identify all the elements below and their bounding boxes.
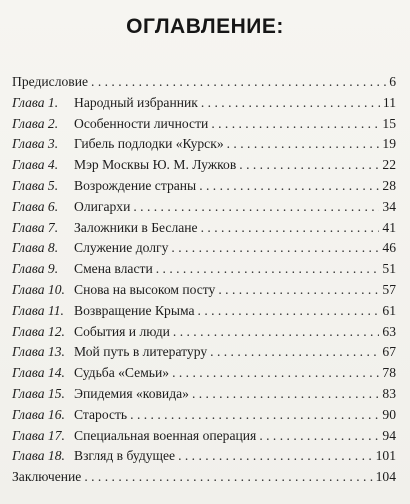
- dot-leader: [201, 218, 380, 239]
- dot-leader: [192, 384, 379, 405]
- page-number: 6: [389, 74, 396, 89]
- chapter-number: Глава 6.: [12, 198, 59, 214]
- toc-entry: [12, 301, 396, 322]
- page-number: 101: [375, 448, 396, 464]
- toc-entry: [12, 155, 396, 176]
- dot-leader: [172, 363, 379, 384]
- chapter-number: Глава 7.: [12, 219, 59, 235]
- dot-leader: [173, 322, 380, 343]
- toc-entry: [12, 259, 396, 280]
- chapter-number: Глава 3.: [12, 136, 59, 152]
- entry-title: Специальная военная операция: [74, 427, 257, 443]
- entry-title: Служение долгу: [74, 240, 169, 256]
- chapter-number: Глава 12.: [12, 323, 65, 339]
- chapter-number: Глава 13.: [12, 344, 65, 360]
- entry-title: Возрождение страны: [74, 177, 197, 193]
- chapter-number: Глава 15.: [12, 385, 65, 401]
- dot-leader: [201, 93, 380, 114]
- chapter-number: Глава 16.: [12, 406, 65, 422]
- toc-entry: [12, 176, 396, 197]
- page-number: 94: [382, 427, 396, 443]
- page-number: 19: [382, 136, 396, 152]
- page-number: 46: [382, 240, 396, 256]
- entry-title: Смена власти: [74, 261, 153, 277]
- entry-title: Предисловие: [12, 74, 89, 89]
- toc-entry: [12, 342, 396, 363]
- toc-entry: [12, 363, 396, 384]
- dot-leader: [133, 197, 379, 218]
- toc-entry: [12, 446, 396, 467]
- chapter-number: Глава 14.: [12, 365, 65, 381]
- entry-title: Гибель подлодки «Курск»: [74, 136, 224, 152]
- entry-title: Возвращение Крыма: [74, 302, 195, 318]
- page-number: 78: [382, 365, 396, 381]
- entry-title: Мой путь в литературу: [74, 344, 208, 360]
- dot-leader: [171, 238, 379, 259]
- entry-title: Снова на высоком посту: [74, 281, 216, 297]
- entry-title: Мэр Москвы Ю. М. Лужков: [74, 157, 237, 173]
- dot-leader: [211, 114, 379, 135]
- dot-leader: [259, 426, 379, 447]
- dot-leader: [178, 446, 373, 467]
- page-title: ОГЛАВЛЕНИЕ:: [126, 15, 284, 38]
- entry-title: Особенности личности: [74, 115, 209, 131]
- page-number: 104: [375, 469, 396, 485]
- toc-entry: [12, 322, 396, 343]
- chapter-number: Глава 17.: [12, 427, 65, 443]
- chapter-number: Глава 10.: [12, 281, 65, 297]
- chapter-number: Глава 4.: [12, 157, 59, 173]
- dot-leader: [130, 405, 379, 426]
- toc-entry: [12, 384, 396, 405]
- page-number: 11: [382, 94, 396, 110]
- page-number: 61: [382, 302, 396, 318]
- dot-leader: [227, 134, 380, 155]
- entry-title: Взгляд в будущее: [74, 448, 176, 464]
- page-number: 22: [382, 157, 396, 173]
- chapter-number: Глава 5.: [12, 177, 59, 193]
- table-of-contents: [12, 72, 396, 488]
- toc-entry: [12, 197, 396, 218]
- toc-entry: [12, 238, 396, 259]
- toc-entry: [12, 218, 396, 239]
- dot-leader: [199, 176, 379, 197]
- page-number: 67: [382, 344, 396, 360]
- page-number: 83: [382, 385, 396, 401]
- toc-entry: [12, 467, 396, 488]
- page-number: 28: [382, 177, 396, 193]
- toc-entry: [12, 134, 396, 155]
- chapter-number: Глава 2.: [12, 115, 59, 131]
- entry-title: Заключение: [12, 469, 82, 485]
- toc-entry: [12, 114, 396, 135]
- page-number: 90: [382, 406, 396, 422]
- entry-title: Старость: [74, 406, 128, 422]
- chapter-number: Глава 8.: [12, 240, 59, 256]
- chapter-number: Глава 18.: [12, 448, 65, 464]
- toc-entry: [12, 93, 396, 114]
- toc-entry: [12, 280, 396, 301]
- page-number: 63: [382, 323, 396, 339]
- entry-title: Олигархи: [74, 198, 131, 214]
- entry-title: Заложники в Беслане: [74, 219, 198, 235]
- dot-leader: [84, 467, 372, 488]
- dot-leader: [210, 342, 379, 363]
- page-number: 57: [382, 281, 396, 297]
- page-number: 34: [382, 198, 396, 214]
- chapter-number: Глава 11.: [12, 302, 64, 318]
- entry-title: Народный избранник: [74, 94, 198, 110]
- toc-entry: [12, 426, 396, 447]
- page-number: 15: [382, 115, 396, 131]
- dot-leader: [156, 259, 380, 280]
- toc-entry: [12, 72, 396, 93]
- toc-entry: [12, 405, 396, 426]
- entry-title: Судьба «Семьи»: [74, 365, 170, 381]
- dot-leader: [198, 301, 380, 322]
- entry-title: Эпидемия «ковида»: [74, 385, 189, 401]
- page-number: 51: [382, 261, 396, 277]
- dot-leader: [91, 72, 386, 93]
- chapter-number: Глава 1.: [12, 94, 59, 110]
- dot-leader: [218, 280, 379, 301]
- page-number: 41: [382, 219, 396, 235]
- entry-title: События и люди: [74, 323, 170, 339]
- chapter-number: Глава 9.: [12, 261, 59, 277]
- dot-leader: [239, 155, 379, 176]
